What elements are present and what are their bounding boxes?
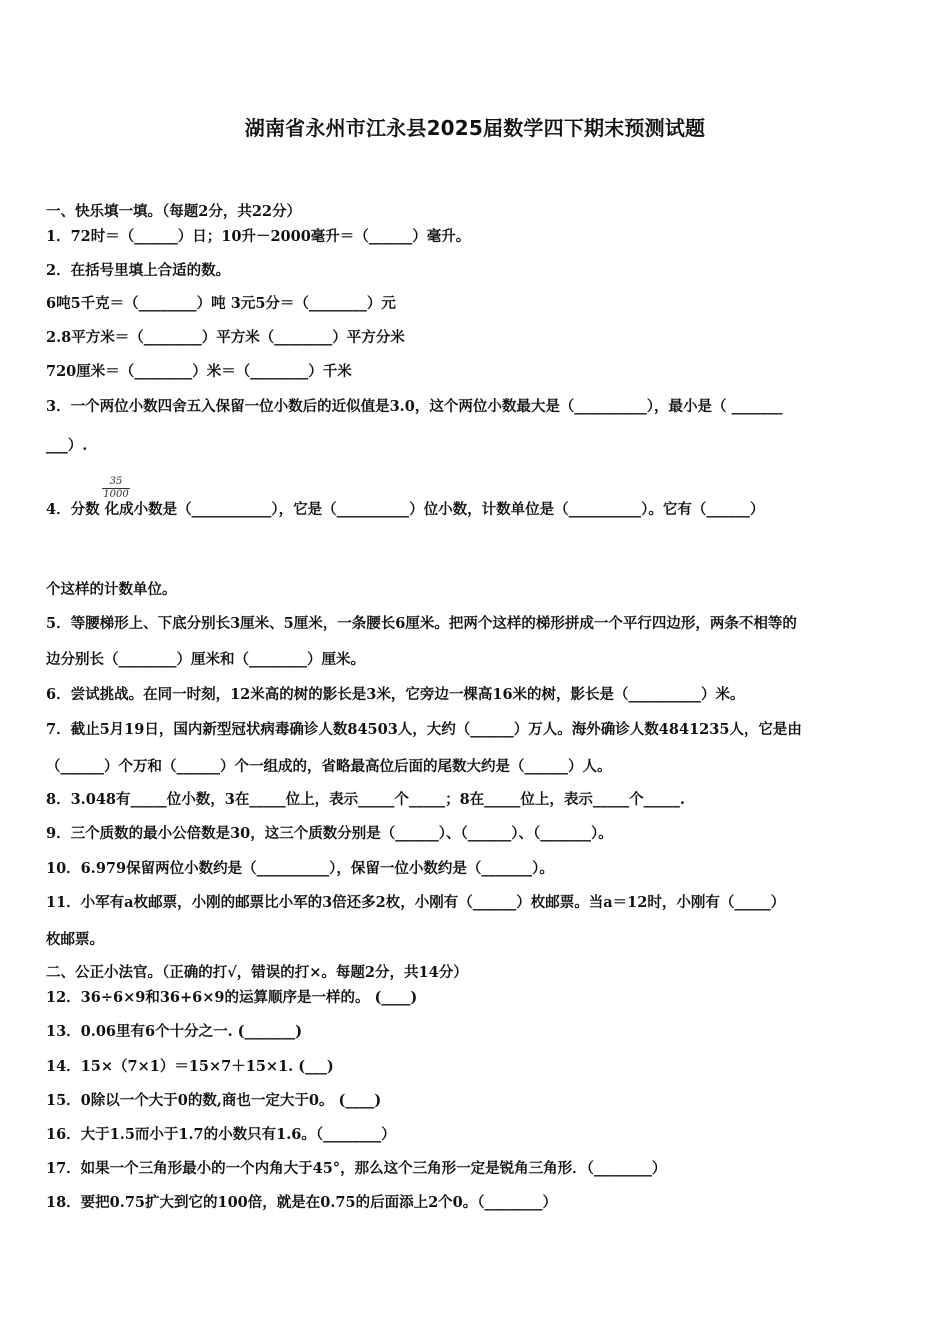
section-heading: 一、快乐填一填。（每题2分，共22分）: [46, 203, 302, 220]
question-line: 12．36÷6×9和36+6×9的运算顺序是一样的。 (____): [46, 989, 418, 1006]
question-line: 6．尝试挑战。在同一时刻，12米高的树的影长是3米，它旁边一棵高16米的树，影长是（__________）米。: [46, 686, 745, 703]
fraction-denominator: 1000: [103, 489, 129, 500]
fraction-numerator: 35: [102, 476, 130, 489]
question-line: 17．如果一个三角形最小的一个内角大于45°，那么这个三角形一定是锐角三角形．（________）: [46, 1160, 667, 1177]
question-line: 5．等腰梯形上、下底分别长3厘米、5厘米，一条腰长6厘米。把两个这样的梯形拼成一个平行四边形，两条不相等的: [46, 615, 797, 632]
question-line: 11．小军有a枚邮票，小刚的邮票比小军的3倍还多2枚，小刚有（______）枚邮票。当a＝12时，小刚有（_____）: [46, 894, 786, 911]
question-line: 16．大于1.5而小于1.7的小数只有1.6。（________）: [46, 1126, 396, 1143]
question-line: 10．6.979保留两位小数约是（__________），保留一位小数约是（_______）。: [46, 860, 554, 877]
question-line: 7．截止5月19日，国内新型冠状病毒确诊人数84503人，大约（______）万人。海外确诊人数4841235人，它是由: [46, 721, 802, 738]
question-line: 1．72时＝（______）日；10升－2000毫升＝（______）毫升。: [46, 228, 471, 245]
question-line: 个这样的计数单位。: [46, 581, 177, 598]
question-line: 8．3.048有_____位小数，3在_____位上，表示_____个_____；8在_____位上，表示_____个_____.: [46, 791, 685, 808]
question-line: 9．三个质数的最小公倍数是30，这三个质数分别是（______）、（______）、（_______）。: [46, 825, 613, 842]
question-line: 6吨5千克＝（________）吨 3元5分＝（________）元: [46, 295, 396, 312]
question-line: ___）.: [46, 437, 88, 454]
question-line: 枚邮票。: [46, 931, 104, 948]
page-title: 湖南省永州市江永县2025届数学四下期末预测试题: [244, 116, 706, 140]
question-line: 15．0除以一个大于0的数,商也一定大于0。 (____): [46, 1092, 382, 1109]
question-line: 4．分数 化成小数是（___________），它是（__________）位小数，计数单位是（__________）。它有（______）: [46, 501, 765, 518]
question-line: 3．一个两位小数四舍五入保留一位小数后的近似值是3.0，这个两位小数最大是（__________），最小是（ _______: [46, 398, 783, 415]
question-line: 18．要把0.75扩大到它的100倍，就是在0.75的后面添上2个0。（________）: [46, 1194, 558, 1211]
question-line: 2.8平方米＝（________）平方米（________）平方分米: [46, 329, 405, 346]
question-line: 14．15×（7×1）＝15×7＋15×1. (___): [46, 1058, 334, 1075]
question-line: 边分别长（________）厘米和（________）厘米。: [46, 651, 365, 668]
question-line: 720厘米＝（________）米＝（________）千米: [46, 363, 352, 380]
question-line: 2．在括号里填上合适的数。: [46, 262, 231, 279]
section-heading: 二、公正小法官。（正确的打√，错误的打×。每题2分，共14分）: [46, 964, 468, 981]
question-line: 13．0.06里有6个十分之一. (_______): [46, 1023, 303, 1040]
question-line: （______）个万和（______）个一组成的，省略最高位后面的尾数大约是（______）人。: [46, 758, 612, 775]
fraction: [102, 476, 130, 501]
